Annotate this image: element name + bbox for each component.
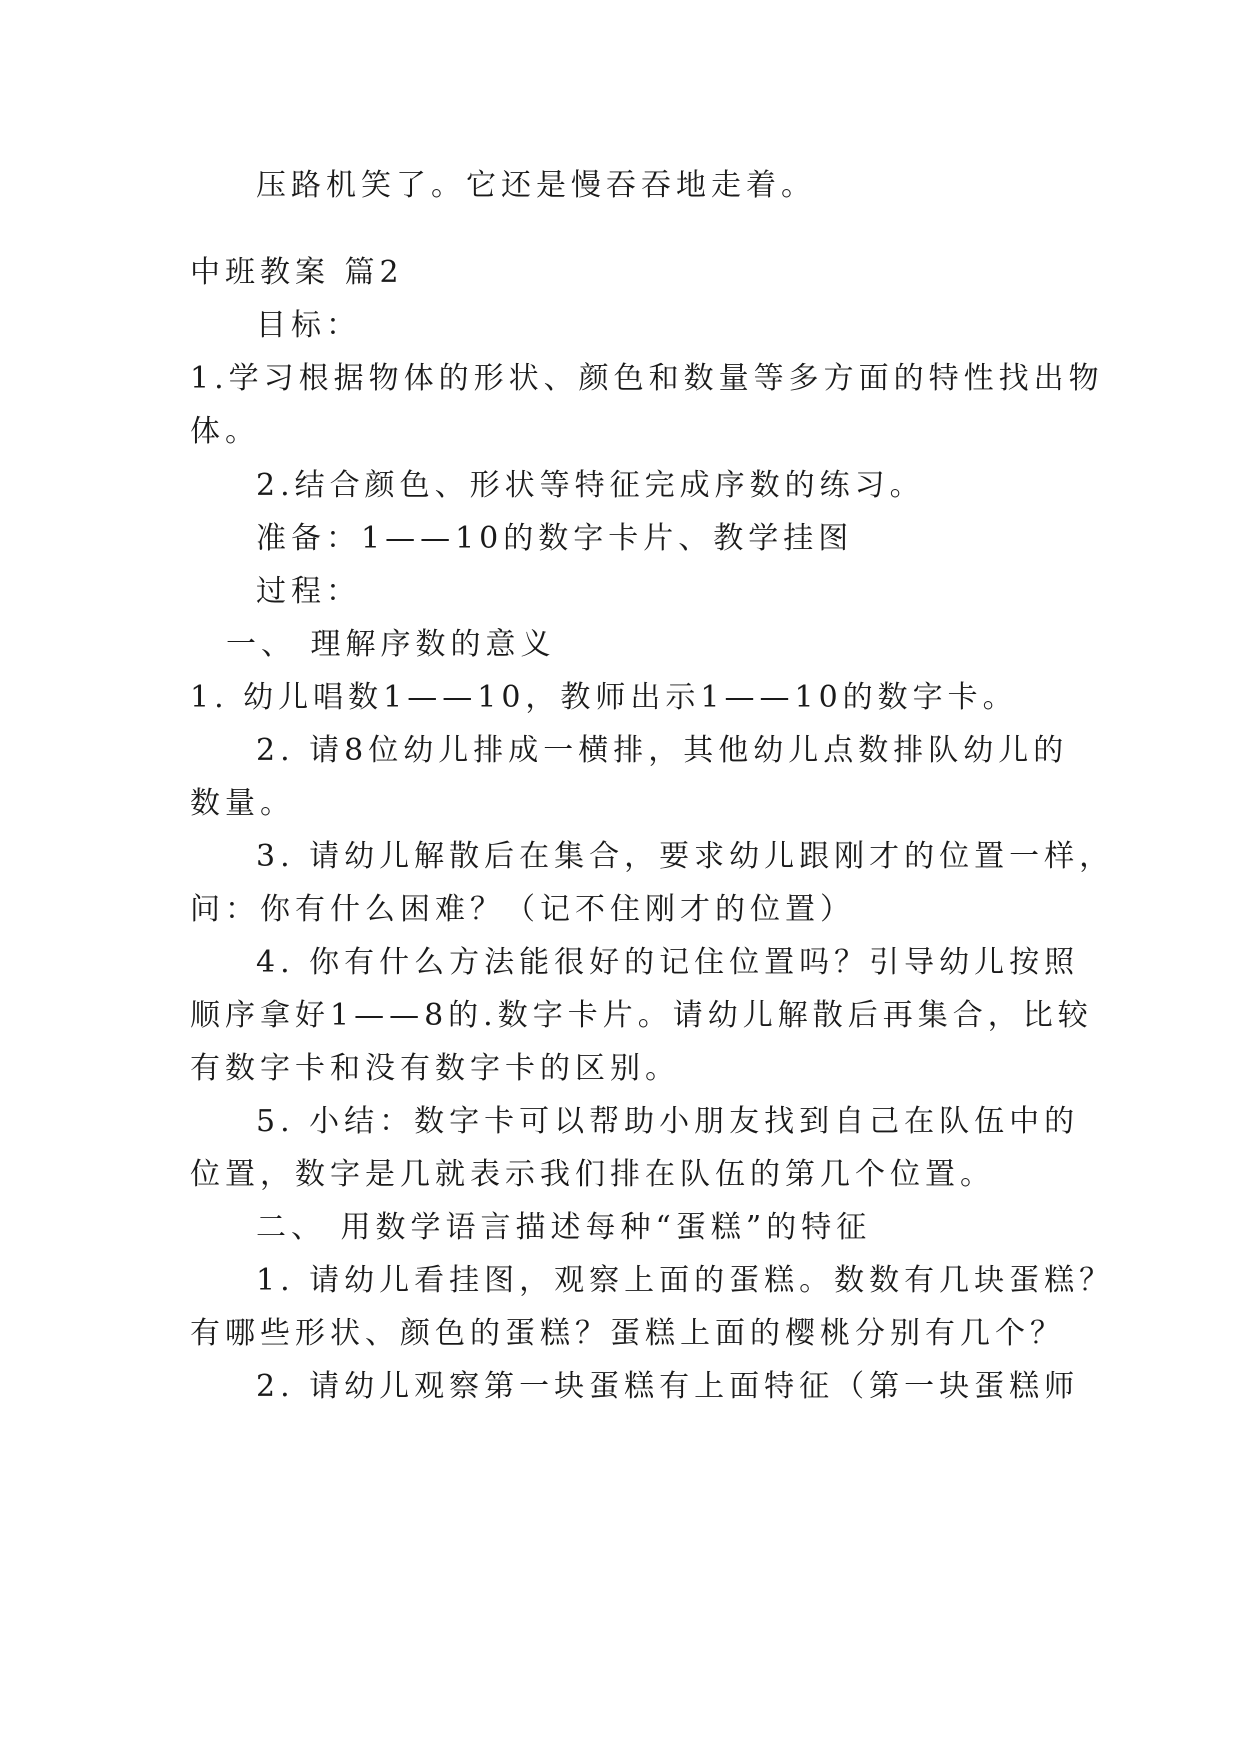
paragraph-line: 4. 你有什么方法能很好的记住位置吗？引导幼儿按照 xyxy=(256,945,1080,980)
paragraph-line: 2.结合颜色、形状等特征完成序数的练习。 xyxy=(256,468,925,503)
paragraph-line: 2. 请幼儿观察第一块蛋糕有上面特征（第一块蛋糕师 xyxy=(256,1369,1080,1404)
paragraph-line: 1.学习根据物体的形状、颜色和数量等多方面的特性找出物 xyxy=(190,361,1104,396)
paragraph-line: 准备：1——10的数字卡片、教学挂图 xyxy=(256,521,854,556)
paragraph-line: 5. 小结：数字卡可以帮助小朋友找到自己在队伍中的 xyxy=(256,1104,1080,1139)
paragraph-line: 位置，数字是几就表示我们排在队伍的第几个位置。 xyxy=(190,1157,995,1192)
paragraph-line: 3. 请幼儿解散后在集合，要求幼儿跟刚才的位置一样， xyxy=(256,839,1115,874)
paragraph-line: 问：你有什么困难？（记不住刚才的位置） xyxy=(190,892,855,927)
paragraph-line: 有数字卡和没有数字卡的区别。 xyxy=(190,1051,680,1086)
paragraph-line: 数量。 xyxy=(190,786,295,821)
paragraph-line: 二、 用数学语言描述每种“蛋糕”的特征 xyxy=(256,1210,872,1245)
paragraph-line: 过程： xyxy=(256,574,361,609)
paragraph-line: 1. 幼儿唱数1——10，教师出示1——10的数字卡。 xyxy=(190,680,1018,715)
paragraph-line: 2. 请8位幼儿排成一横排，其他幼儿点数排队幼儿的 xyxy=(256,733,1069,768)
paragraph-line: 体。 xyxy=(190,414,260,449)
paragraph-line: 1. 请幼儿看挂图，观察上面的蛋糕。数数有几块蛋糕？ xyxy=(256,1263,1115,1298)
paragraph-line: 顺序拿好1——8的.数字卡片。请幼儿解散后再集合，比较 xyxy=(190,998,1093,1033)
section-heading: 中班教案 篇2 xyxy=(190,255,404,290)
paragraph-line: 压路机笑了。它还是慢吞吞地走着。 xyxy=(256,168,816,203)
paragraph-line: 一、 理解序数的意义 xyxy=(226,627,556,662)
paragraph-line: 目标： xyxy=(256,308,361,343)
paragraph-line: 有哪些形状、颜色的蛋糕？蛋糕上面的樱桃分别有几个？ xyxy=(190,1316,1065,1351)
